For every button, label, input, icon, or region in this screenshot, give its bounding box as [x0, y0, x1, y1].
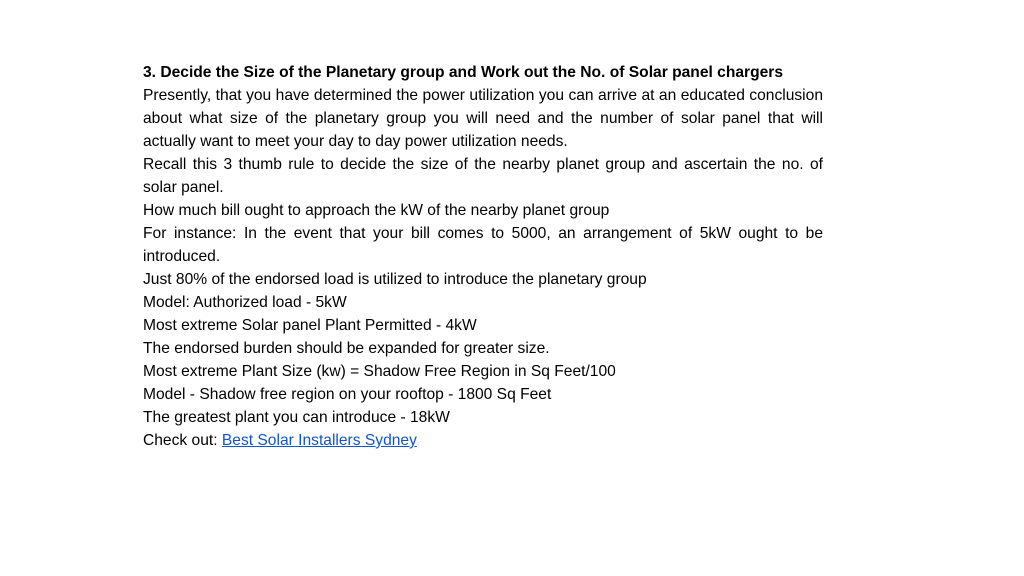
example-authorized-load: Model: Authorized load - 5kW [143, 294, 347, 311]
rule-80-percent: Just 80% of the endorsed load is utilized to introduce the planetary group [143, 271, 647, 288]
paragraph-intro: Presently, that you have determined the power utilization you can arrive at an educated conclusion about what size of the planetary group you will need and the number of solar panel that will actually want to meet your day to day power utilization needs. [143, 87, 823, 150]
slide-content [143, 61, 823, 452]
rule-example-bill: For instance: In the event that your bill comes to 5000, an arrangement of 5kW ought to be introduced. [143, 225, 823, 265]
example-shadow-free-region: Model - Shadow free region on your rooftop - 1800 Sq Feet [143, 386, 552, 403]
section-heading: 3. Decide the Size of the Planetary group and Work out the No. of Solar panel chargers [143, 64, 784, 81]
greatest-plant: The greatest plant you can introduce - 18kW [143, 409, 450, 426]
max-plant-permitted: Most extreme Solar panel Plant Permitted - 4kW [143, 317, 477, 334]
checkout-line [143, 429, 823, 452]
best-solar-installers-link[interactable]: Best Solar Installers Sydney [221, 432, 417, 449]
rule-bill-kw: How much bill ought to approach the kW of the nearby planet group [143, 202, 610, 219]
paragraph-thumb-rule: Recall this 3 thumb rule to decide the size of the nearby planet group and ascertain the no. of solar panel. [143, 156, 823, 196]
max-plant-size-formula: Most extreme Plant Size (kw) = Shadow Free Region in Sq Feet/100 [143, 363, 616, 380]
checkout-prefix: Check out: [143, 432, 222, 449]
endorsed-burden-note: The endorsed burden should be expanded for greater size. [143, 340, 550, 357]
